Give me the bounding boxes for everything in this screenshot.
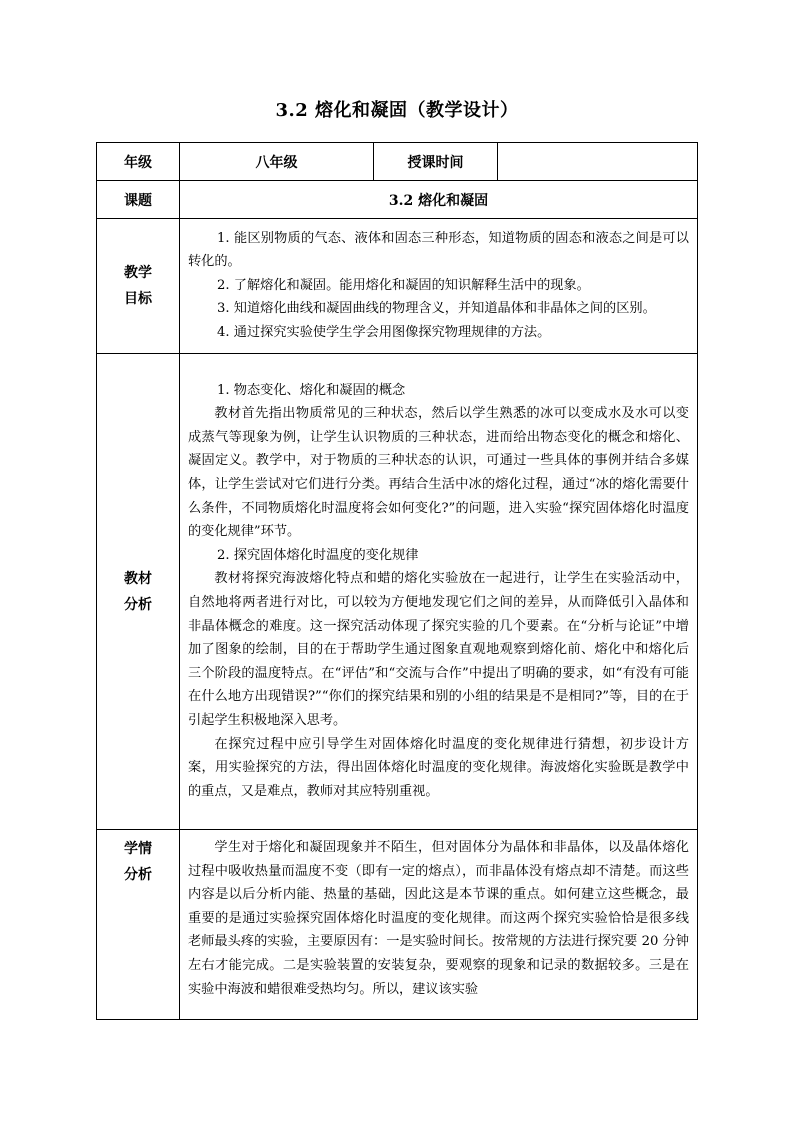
students-row bbox=[97, 830, 698, 1020]
time-value bbox=[498, 143, 698, 181]
materials-content bbox=[180, 354, 698, 830]
goals-content bbox=[180, 219, 698, 354]
goal-item: 3. 知道熔化曲线和凝固曲线的物理含义，并知道晶体和非晶体之间的区别。 bbox=[217, 301, 656, 317]
goal-item: 2. 了解熔化和凝固。能用熔化和凝固的知识解释生活中的现象。 bbox=[217, 277, 590, 293]
students-content bbox=[180, 830, 698, 1020]
topic-label: 课题 bbox=[97, 181, 180, 219]
goals-row bbox=[97, 219, 698, 354]
page-title: 3.2 熔化和凝固（教学设计） bbox=[275, 100, 519, 121]
students-label-line2: 分析 bbox=[124, 867, 152, 883]
materials-label-line1: 教材 bbox=[124, 570, 152, 587]
grade-value: 八年级 bbox=[180, 143, 374, 181]
topic-row bbox=[97, 181, 698, 219]
grade-row bbox=[97, 143, 698, 181]
materials-heading-1: 1. 物态变化、熔化和凝固的概念 bbox=[217, 382, 406, 398]
goal-item: 4. 通过探究实验使学生学会用图像探究物理规律的方法。 bbox=[217, 324, 551, 340]
materials-label-line2: 分析 bbox=[124, 596, 152, 613]
materials-paragraph-1: 教材首先指出物质常见的三种状态，然后以学生熟悉的冰可以变成水及水可以变成蒸气等现象为例，让学生认识物质的三种状态，进而给出物态变化的概念和熔化、凝固定义。教学中，对于物质的三种状态的认识，可通过一些具体的事例并结合多媒体，让学生尝试对它们进行分类。再结合生活中冰的熔化过程，通过“冰的熔化需要什么条件，不同物质熔化时温度将会如何变化?”的问题，进入实验“探究固体熔化时温度的变化规律”环节。 bbox=[188, 406, 689, 540]
students-label bbox=[97, 830, 180, 1020]
materials-heading-2: 2. 探究固体熔化时温度的变化规律 bbox=[217, 547, 419, 563]
materials-label bbox=[97, 354, 180, 830]
students-label-line1: 学情 bbox=[124, 841, 152, 857]
materials-paragraph-2: 教材将探究海波熔化特点和蜡的熔化实验放在一起进行，让学生在实验活动中，自然地将两者进行对比，可以较为方便地发现它们之间的差异，从而降低引入晶体和非晶体概念的难度。这一探究活动体现了探究实验的几个要素。在“分析与论证”中增加了图象的绘制，目的在于帮助学生通过图象直观地观察到熔化前、熔化中和熔化后三个阶段的温度特点。在“评估”和“交流与合作”中提出了明确的要求，如“有没有可能在什么地方出现错误?”“你们的探究结果和别的小组的结果是不是相同?”等，目的在于引起学生积极地深入思考。 bbox=[188, 571, 689, 728]
goals-label-line1: 教学 bbox=[124, 265, 152, 281]
lesson-plan-table bbox=[96, 142, 698, 1020]
time-label: 授课时间 bbox=[374, 143, 498, 181]
students-paragraph: 学生对于熔化和凝固现象并不陌生，但对固体分为晶体和非晶体，以及晶体熔化过程中吸收热量而温度不变（即有一定的熔点），而非晶体没有熔点却不清楚。而这些内容是以后分析内能、热量的基础，因此这是本节课的重点。如何建立这些概念，最重要的是通过实验探究固体熔化时温度的变化规律。而这两个探究实验恰恰是很多线老师最头疼的实验，主要原因有：一是实验时间长。按常规的方法进行探究要 20 分钟左右才能完成。二是实验装置的安装复杂，要观察的现象和记录的数据较多。三是在实验中海波和蜡很难受热均匀。所以，建议该实验 bbox=[188, 840, 689, 997]
grade-label: 年级 bbox=[97, 143, 180, 181]
goals-label bbox=[97, 219, 180, 354]
materials-row bbox=[97, 354, 698, 830]
goal-item: 1. 能区别物质的气态、液体和固态三种形态，知道物质的固态和液态之间是可以转化的。 bbox=[188, 230, 689, 270]
goals-label-line2: 目标 bbox=[124, 291, 152, 307]
topic-value: 3.2 熔化和凝固 bbox=[180, 181, 698, 219]
materials-paragraph-3: 在探究过程中应引导学生对固体熔化时温度的变化规律进行猜想，初步设计方案，用实验探究的方法，得出固体熔化时温度的变化规律。海波熔化实验既是教学中的重点，又是难点，教师对其应特别重视。 bbox=[188, 736, 689, 799]
